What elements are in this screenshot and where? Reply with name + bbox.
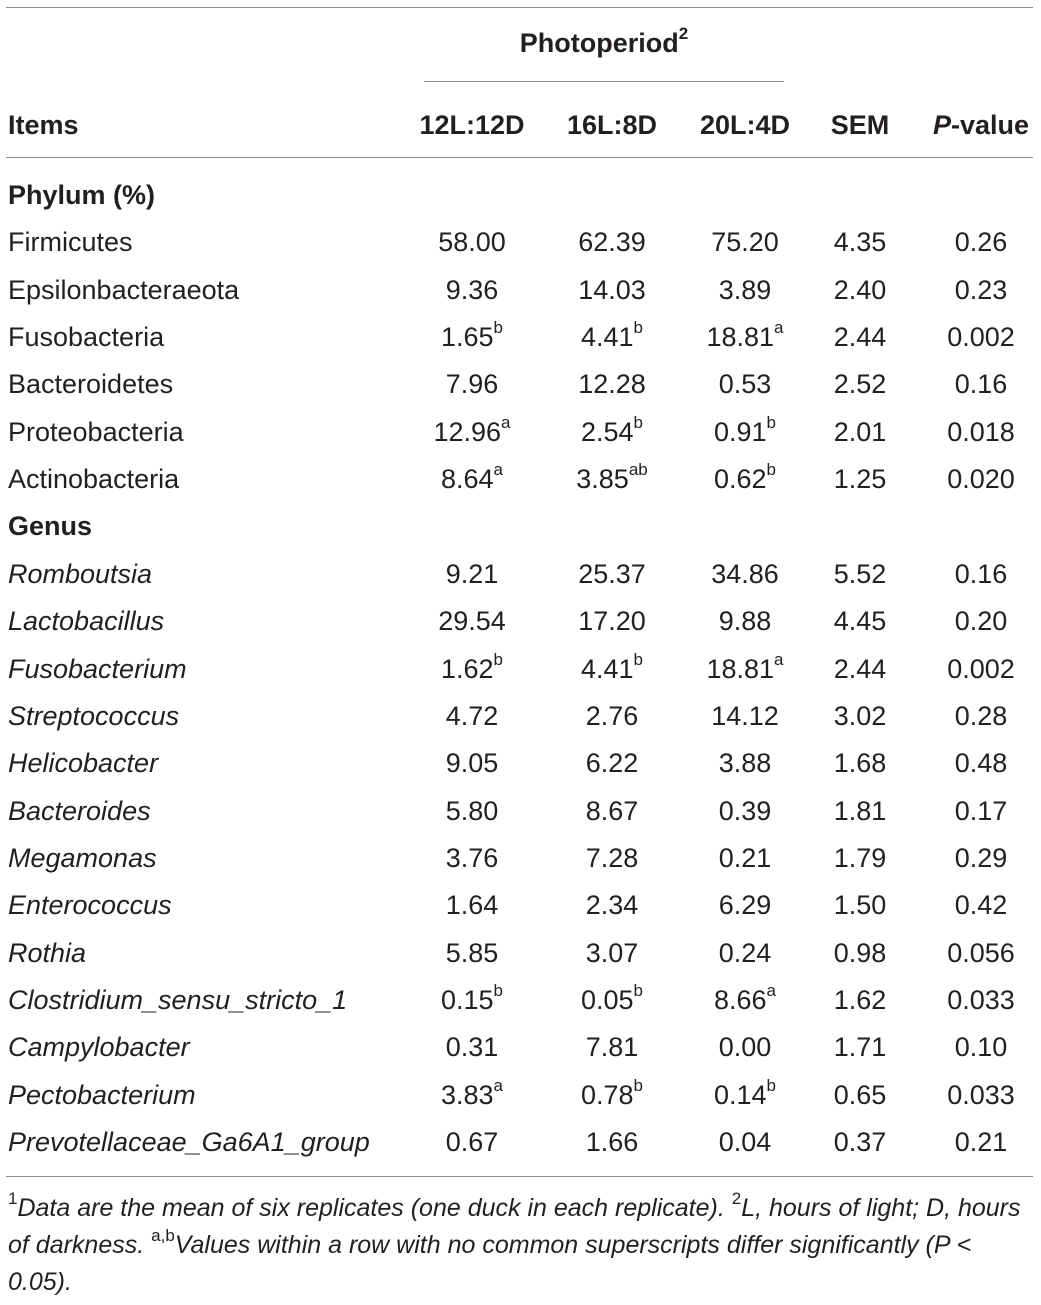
sem-cell: 2.52 — [833, 369, 887, 400]
p-value-cell: 0.28 — [954, 700, 1008, 731]
table-cell — [576, 460, 648, 495]
table-cell — [580, 412, 644, 447]
table-cell — [438, 606, 506, 636]
sem-cell: 0.65 — [833, 1079, 887, 1110]
sem-cell: 1.68 — [833, 748, 887, 779]
cell-value: 8.67 — [585, 795, 639, 826]
cell-value: 4.41 — [580, 322, 634, 353]
table-cell — [578, 275, 646, 305]
footnote-text-2: L, hours of light; D, hours of darkness. — [8, 1194, 1021, 1259]
row-label: Bacteroides — [8, 795, 151, 826]
p-value-cell: 0.23 — [954, 274, 1008, 305]
cell-value: 0.78 — [580, 1079, 634, 1110]
row-label: Lactobacillus — [8, 606, 165, 637]
section-title: Genus — [8, 511, 93, 542]
p-value-cell: 0.002 — [947, 322, 1015, 353]
cell-value: 9.36 — [445, 274, 499, 305]
cell-value: 0.21 — [718, 842, 772, 873]
row-label: Pectobacterium — [8, 1079, 196, 1110]
cell-superscript: b — [633, 412, 644, 432]
cell-value: 58.00 — [438, 227, 506, 258]
cell-value: 0.67 — [445, 1127, 499, 1157]
p-value-cell: 0.020 — [947, 464, 1015, 495]
cell-value: 0.05 — [580, 984, 634, 1015]
sem-cell: 1.81 — [833, 795, 887, 826]
table-cell — [440, 649, 504, 684]
row-label: Bacteroidetes — [8, 369, 174, 400]
table-cell — [446, 701, 499, 731]
cell-value: 0.39 — [718, 795, 772, 826]
table-cell — [713, 412, 777, 447]
table-cell — [438, 227, 506, 257]
row-label: Fusobacterium — [8, 653, 187, 684]
cell-superscript: b — [766, 460, 777, 480]
row-label: Rothia — [8, 937, 87, 968]
p-value-cell: 0.033 — [947, 1079, 1015, 1110]
photoperiod-footnote-marker: 2 — [678, 24, 689, 43]
table-cell — [580, 1075, 644, 1110]
row-label: Proteobacteria — [8, 416, 184, 447]
table-cell — [719, 938, 772, 968]
p-value-cell: 0.21 — [954, 1127, 1008, 1157]
cell-value: 0.31 — [445, 1032, 499, 1063]
sem-cell: 1.79 — [833, 842, 887, 873]
table-cell — [711, 559, 779, 589]
sem-cell: 1.62 — [833, 984, 887, 1015]
cell-value: 12.28 — [578, 369, 646, 400]
cell-value: 14.12 — [711, 700, 779, 731]
sem-cell: 5.52 — [833, 558, 887, 589]
sem-cell: 2.44 — [833, 322, 887, 353]
cell-value: 0.53 — [718, 369, 772, 400]
cell-superscript: b — [493, 649, 504, 669]
cell-superscript: a — [766, 980, 777, 1000]
row-label: Fusobacteria — [8, 322, 165, 353]
photoperiod-group-header — [519, 24, 689, 58]
sem-cell: 2.44 — [833, 653, 887, 684]
sem-cell: 4.45 — [833, 606, 887, 637]
cell-superscript: a — [493, 1075, 504, 1095]
cell-superscript: b — [493, 318, 504, 338]
col-header-12l12d: 12L:12D — [419, 110, 525, 140]
sem-cell: 3.02 — [833, 700, 887, 731]
table-cell — [586, 748, 639, 778]
cell-superscript: b — [493, 980, 504, 1000]
table-cell — [706, 318, 784, 353]
p-value-suffix: -value — [950, 110, 1030, 140]
cell-value: 0.62 — [713, 464, 767, 495]
cell-value: 6.29 — [718, 890, 772, 921]
cell-value: 3.07 — [585, 937, 639, 968]
cell-value: 62.39 — [578, 227, 646, 258]
table-cell — [578, 369, 646, 399]
cell-value: 5.80 — [445, 795, 499, 826]
table-top-rule — [6, 7, 1033, 8]
table-cell — [719, 1032, 772, 1062]
table-cell — [578, 559, 646, 589]
cell-value: 7.96 — [445, 369, 499, 400]
p-value-cell: 0.033 — [947, 984, 1015, 1015]
p-value-cell: 0.056 — [947, 937, 1015, 968]
cell-value: 2.34 — [585, 890, 639, 921]
table-cell — [446, 938, 499, 968]
p-value-cell: 0.29 — [954, 842, 1008, 873]
row-label: Epsilonbacteraeota — [8, 274, 240, 305]
table-cell — [440, 980, 504, 1015]
cell-value: 3.76 — [445, 842, 499, 873]
cell-value: 18.81 — [706, 322, 775, 353]
cell-value: 7.81 — [585, 1032, 639, 1063]
cell-value: 0.15 — [440, 984, 494, 1015]
sem-cell: 1.50 — [833, 890, 887, 921]
cell-superscript: b — [766, 1075, 777, 1095]
table-cell — [578, 606, 646, 636]
cell-value: 2.54 — [580, 416, 634, 447]
row-label: Romboutsia — [8, 558, 153, 589]
cell-value: 0.14 — [713, 1079, 767, 1110]
p-value-cell: 0.10 — [954, 1032, 1008, 1063]
cell-value: 25.37 — [578, 558, 646, 589]
table-cell — [446, 275, 499, 305]
cell-value: 17.20 — [578, 606, 646, 637]
cell-value: 0.00 — [718, 1032, 772, 1063]
cell-value: 9.88 — [718, 606, 772, 637]
table-cell — [586, 938, 639, 968]
col-header-20l4d: 20L:4D — [699, 110, 791, 140]
cell-value: 12.96 — [433, 416, 502, 447]
cell-value: 18.81 — [706, 653, 775, 684]
cell-value: 2.76 — [585, 700, 639, 731]
cell-superscript: a — [774, 318, 784, 338]
section-title: Phylum (%) — [8, 180, 156, 210]
table-cell — [711, 701, 779, 731]
table-cell — [713, 980, 777, 1015]
table-cell — [719, 1127, 772, 1157]
cell-value: 9.05 — [445, 748, 499, 779]
table-cell — [446, 796, 499, 826]
p-value-cell: 0.018 — [947, 416, 1015, 447]
cell-value: 8.66 — [713, 984, 767, 1015]
row-label: Helicobacter — [8, 748, 159, 779]
table-cell — [706, 649, 784, 684]
cell-value: 5.85 — [445, 937, 499, 968]
photoperiod-label: Photoperiod — [519, 28, 679, 58]
cell-superscript: a — [501, 412, 511, 432]
table-cell — [713, 460, 777, 495]
table-cell — [446, 748, 499, 778]
table-cell — [433, 412, 511, 447]
row-label: Firmicutes — [8, 227, 133, 258]
cell-value: 34.86 — [711, 558, 779, 589]
cell-superscript: ab — [628, 460, 648, 480]
table-cell — [580, 980, 644, 1015]
cell-value: 1.66 — [585, 1127, 639, 1157]
p-value-cell: 0.002 — [947, 653, 1015, 684]
table-cell — [586, 843, 639, 873]
cell-superscript: b — [633, 318, 644, 338]
cell-value: 7.28 — [585, 842, 639, 873]
cell-value: 0.91 — [713, 416, 767, 447]
table-cell — [440, 460, 504, 495]
row-label: Actinobacteria — [8, 464, 180, 495]
cell-value: 0.24 — [718, 937, 772, 968]
table-cell — [719, 369, 772, 399]
row-label: Prevotellaceae_Ga6A1_group — [8, 1127, 370, 1157]
cell-superscript: b — [633, 980, 644, 1000]
table-cell — [586, 1127, 639, 1157]
cell-superscript: b — [766, 412, 777, 432]
cell-value: 29.54 — [438, 606, 506, 637]
row-label: Megamonas — [8, 842, 157, 873]
table-cell — [440, 1075, 504, 1110]
p-value-cell: 0.42 — [954, 890, 1008, 921]
cell-value: 8.64 — [440, 464, 494, 495]
footnote-text-1: Data are the mean of six replicates (one duck in each replicate). — [17, 1194, 732, 1222]
row-label: Streptococcus — [8, 700, 180, 731]
cell-value: 3.83 — [440, 1079, 494, 1110]
table-cell — [719, 275, 772, 305]
sem-cell: 0.37 — [833, 1127, 887, 1157]
table-cell — [586, 890, 639, 920]
footnote-marker-ab: a,b — [151, 1225, 175, 1245]
table-cell — [711, 227, 779, 257]
table-cell — [719, 890, 772, 920]
table-cell — [586, 796, 639, 826]
table-cell — [446, 1127, 499, 1157]
table-cell — [719, 748, 772, 778]
cell-value: 14.03 — [578, 274, 646, 305]
cell-value: 1.62 — [440, 653, 494, 684]
cell-value: 3.85 — [576, 464, 629, 495]
cell-value: 9.21 — [445, 558, 499, 589]
row-label: Clostridium_sensu_stricto_1 — [8, 984, 348, 1015]
cell-superscript: b — [633, 649, 644, 669]
footnote-marker-2: 2 — [731, 1188, 742, 1208]
table-cell — [446, 369, 499, 399]
sem-cell: 4.35 — [833, 227, 887, 258]
table-cell — [446, 1032, 499, 1062]
cell-value: 3.88 — [718, 748, 772, 779]
table-cell — [719, 796, 772, 826]
table-cell — [578, 227, 646, 257]
table-cell — [719, 606, 772, 636]
footnote-marker-1: 1 — [8, 1188, 18, 1208]
table-footnote — [8, 1190, 1033, 1301]
table-cell — [719, 843, 772, 873]
cell-superscript: a — [493, 460, 504, 480]
sem-cell: 1.71 — [833, 1032, 887, 1063]
table-cell — [713, 1075, 777, 1110]
col-header-16l8d: 16L:8D — [566, 110, 658, 140]
cell-value: 3.89 — [718, 274, 772, 305]
cell-value: 6.22 — [585, 748, 639, 779]
table-cell — [586, 1032, 639, 1062]
p-value-cell: 0.16 — [954, 558, 1008, 589]
table-bottom-rule — [6, 1176, 1033, 1177]
p-letter: P — [932, 110, 951, 140]
p-value-cell: 0.26 — [954, 227, 1008, 258]
cell-superscript: b — [633, 1075, 644, 1095]
col-header-p-value — [933, 110, 1029, 140]
sem-cell: 2.01 — [833, 416, 887, 447]
cell-value: 4.72 — [445, 700, 499, 731]
cell-value: 0.04 — [718, 1127, 772, 1157]
table-cell — [440, 318, 504, 353]
table-cell — [580, 318, 644, 353]
footnote-text-3: Values within a row with no common superscripts differ significantly (P < 0.05). — [8, 1231, 972, 1296]
items-column-header: Items — [8, 110, 79, 140]
table-cell — [580, 649, 644, 684]
p-value-cell: 0.17 — [954, 795, 1008, 826]
sem-cell: 1.25 — [833, 464, 887, 495]
table-cell — [446, 843, 499, 873]
sem-cell: 0.98 — [833, 937, 887, 968]
col-header-sem: SEM — [830, 110, 890, 140]
cell-superscript: a — [774, 649, 784, 669]
table-cell — [446, 559, 499, 589]
table-cell — [446, 890, 499, 920]
row-label: Campylobacter — [8, 1032, 190, 1063]
photoperiod-span-rule — [424, 81, 784, 82]
cell-value: 1.65 — [440, 322, 494, 353]
cell-value: 1.64 — [445, 890, 499, 921]
header-bottom-rule — [6, 157, 1033, 158]
table-cell — [586, 701, 639, 731]
p-value-cell: 0.48 — [954, 748, 1008, 779]
cell-value: 75.20 — [711, 227, 779, 258]
cell-value: 4.41 — [580, 653, 634, 684]
p-value-cell: 0.20 — [954, 606, 1008, 637]
p-value-cell: 0.16 — [954, 369, 1008, 400]
row-label: Enterococcus — [8, 890, 172, 921]
sem-cell: 2.40 — [833, 274, 887, 305]
